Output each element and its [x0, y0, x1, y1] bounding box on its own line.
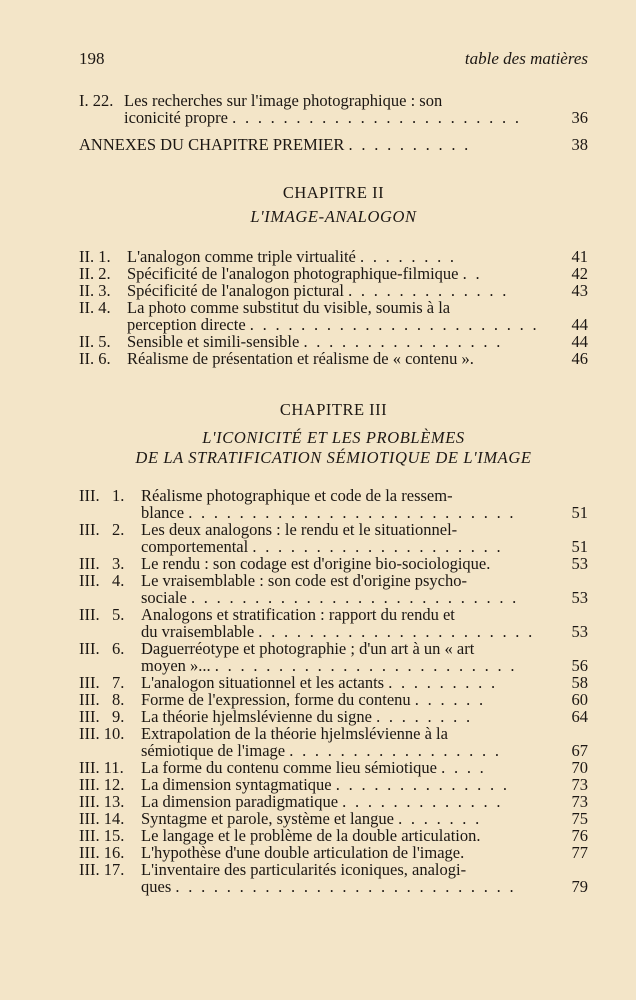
- dot-leader: . . . . . . . . . . . . . . . .: [303, 332, 503, 351]
- entry-title-line: [141, 606, 546, 623]
- page-ref: 67: [571, 741, 588, 760]
- page-ref: 53: [571, 622, 588, 641]
- page-ref: 73: [571, 775, 588, 794]
- chapter-2-subtitle: L'IMAGE-ANALOGON: [250, 207, 417, 226]
- entry-text: comportemental: [141, 537, 249, 556]
- entry-title-line: [141, 640, 546, 657]
- dot-leader: . . . . . . .: [398, 809, 482, 828]
- entry-text: La forme du contenu comme lieu sémiotique: [141, 758, 437, 777]
- entry-title-line: [127, 248, 546, 265]
- entry-text: L'analogon comme triple virtualité: [127, 247, 356, 266]
- entry-text: Le langage et le problème de la double articulation.: [141, 826, 481, 845]
- entry-title-line: [141, 708, 546, 725]
- dot-leader: . .: [462, 264, 482, 283]
- entry-text: Réalisme photographique et code de la ressem-: [141, 486, 453, 505]
- entry-title-line: [141, 844, 546, 861]
- entry-text: La dimension paradigmatique: [141, 792, 339, 811]
- entry-number: II. 3.: [79, 281, 111, 300]
- entry-text: Les deux analogons : le rendu et le situationnel-: [141, 520, 458, 539]
- page-ref: 44: [571, 332, 588, 351]
- entry-number: II. 6.: [79, 349, 111, 368]
- entry-number: III. 13.: [79, 792, 125, 811]
- entry-title-line: [141, 538, 546, 555]
- entry-title-line: [127, 333, 546, 350]
- entry-title-line: [127, 282, 546, 299]
- entry-number: III. 12.: [79, 775, 125, 794]
- entry-text: perception directe: [127, 315, 246, 334]
- dot-leader: . . . . . . . . . . . . . . . . .: [289, 741, 502, 760]
- page-ref: 38: [571, 135, 588, 154]
- entry-number: III. 11.: [79, 758, 124, 777]
- dot-leader: . . . . . . . . . . . . .: [348, 281, 509, 300]
- entry-text: La théorie hjelmslévienne du signe: [141, 707, 372, 726]
- toc-entry: [79, 827, 588, 844]
- entry-number: III. 10.: [79, 724, 125, 743]
- toc-entry: [79, 725, 588, 759]
- page-ref: 76: [571, 826, 588, 845]
- entry-title-line: [141, 810, 546, 827]
- page-ref: 51: [571, 537, 588, 556]
- entry-number: II. 1.: [79, 247, 111, 266]
- entry-number: II. 2.: [79, 264, 111, 283]
- toc-entry: [79, 691, 588, 708]
- toc-entry: [79, 759, 588, 776]
- page-ref: 53: [571, 588, 588, 607]
- entry-title-line: [127, 299, 546, 316]
- entry-title-line: [79, 136, 546, 153]
- entry-text: blance: [141, 503, 185, 522]
- page-ref: 73: [571, 792, 588, 811]
- page-number: 198: [79, 49, 105, 68]
- entry-title-line: [141, 572, 546, 589]
- chapter-3-subtitle-line: L'ICONICITÉ ET LES PROBLÈMES: [202, 428, 465, 447]
- page-ref: 53: [571, 554, 588, 573]
- entry-number: III. 16.: [79, 843, 125, 862]
- toc-entry: [79, 810, 588, 827]
- entry-text: ques: [141, 877, 172, 896]
- entry-title-line: [141, 555, 546, 572]
- entry-text: L'analogon situationnel et les actants: [141, 673, 385, 692]
- entry-number: III. 14.: [79, 809, 125, 828]
- dot-leader: . . . . . . . . . .: [348, 135, 471, 154]
- toc-entry: [79, 861, 588, 895]
- dot-leader: . . . . . . . . . . . . . . . . . . . . . . . . . . .: [175, 877, 516, 896]
- chapter-3-subtitle-line: DE LA STRATIFICATION SÉMIOTIQUE DE L'IMAGE: [135, 448, 532, 467]
- chapter-3-subtitle: [79, 428, 588, 468]
- dot-leader: . . . . . . . . . . . . . . . . . . . . . . . . . .: [188, 503, 516, 522]
- entry-text: Forme de l'expression, forme du contenu: [141, 690, 411, 709]
- toc-entry: [79, 92, 588, 126]
- entry-number: III. 2.: [79, 520, 125, 539]
- dot-leader: . . . . . . . . . . . . . . . . . . . . . . . . . .: [190, 588, 519, 607]
- toc-entry: [79, 136, 588, 153]
- entry-title-line: [141, 878, 546, 895]
- page-ref: 44: [571, 315, 588, 334]
- entry-text: du vraisemblable: [141, 622, 255, 641]
- entry-text: Spécificité de l'analogon pictural: [127, 281, 344, 300]
- page-ref: 60: [571, 690, 588, 709]
- toc-entry: [79, 350, 588, 367]
- entry-title-line: [141, 623, 546, 640]
- toc-entry: [79, 776, 588, 793]
- entry-text: Le vraisemblable : son code est d'origine psycho-: [141, 571, 468, 590]
- dot-leader: . . . . . . . . . . . . . . . . . . . . . . . .: [214, 656, 517, 675]
- chapter-3-title: CHAPITRE III: [279, 400, 388, 419]
- page-ref: 77: [571, 843, 588, 862]
- dot-leader: . . . . . . . .: [376, 707, 473, 726]
- entry-title-line: [141, 861, 546, 878]
- toc-entry: [79, 844, 588, 861]
- toc-entry: [79, 487, 588, 521]
- entry-number: I. 22.: [79, 91, 114, 110]
- entry-title-line: [141, 742, 546, 759]
- page-ref: 41: [571, 247, 588, 266]
- page-ref: 79: [571, 877, 588, 896]
- toc-top-section: [79, 92, 588, 153]
- toc-entry: [79, 708, 588, 725]
- toc-entry: [79, 640, 588, 674]
- entry-title-line: [127, 265, 546, 282]
- entry-text: sémiotique de l'image: [141, 741, 286, 760]
- entry-title-line: [141, 827, 546, 844]
- entry-title-line: [141, 725, 546, 742]
- page-ref: 70: [571, 758, 588, 777]
- entry-number: III. 5.: [79, 605, 125, 624]
- entry-number: III. 3.: [79, 554, 125, 573]
- page-ref: 56: [571, 656, 588, 675]
- toc-entry: [79, 333, 588, 350]
- entry-title-line: [141, 657, 546, 674]
- dot-leader: . . . . . . . . . . . . .: [342, 792, 503, 811]
- page-ref: 46: [571, 349, 588, 368]
- toc-chapter-3: [79, 487, 588, 895]
- entry-title-line: [127, 316, 546, 333]
- entry-title-line: [141, 589, 546, 606]
- toc-entry: [79, 555, 588, 572]
- entry-title-line: [127, 350, 546, 367]
- toc-entry: [79, 674, 588, 691]
- page-ref: 64: [571, 707, 588, 726]
- entry-text: Syntagme et parole, système et langue: [141, 809, 394, 828]
- page-ref: 75: [571, 809, 588, 828]
- entry-title-line: [141, 691, 546, 708]
- toc-chapter-2: [79, 248, 588, 367]
- entry-title-line: [141, 674, 546, 691]
- dot-leader: . . . . . . . . . . . . . . . . . . . . . .: [258, 622, 535, 641]
- dot-leader: . . . . . . . . . . . . . .: [335, 775, 510, 794]
- dot-leader: . . . . . . . . . . . . . . . . . . . . . . .: [249, 315, 539, 334]
- dot-leader: . . . . . . . .: [359, 247, 457, 266]
- page-ref: 51: [571, 503, 588, 522]
- entry-text: Le rendu : son codage est d'origine bio-sociologique.: [141, 554, 491, 573]
- entry-title-line: [124, 92, 546, 109]
- page-ref: 36: [571, 108, 588, 127]
- entry-text: moyen »...: [141, 656, 211, 675]
- toc-entry: [79, 572, 588, 606]
- dot-leader: . . . . . .: [414, 690, 486, 709]
- toc-entry: [79, 265, 588, 282]
- entry-title-line: [141, 759, 546, 776]
- toc-entry: [79, 606, 588, 640]
- running-title: table des matières: [464, 49, 588, 68]
- entry-text: La photo comme substitut du visible, soumis à la: [127, 298, 451, 317]
- entry-text: Spécificité de l'analogon photographique-filmique: [127, 264, 459, 283]
- entry-text: La dimension syntagmatique: [141, 775, 332, 794]
- entry-number: II. 4.: [79, 298, 111, 317]
- entry-title-line: [124, 109, 546, 126]
- entry-number: III. 8.: [79, 690, 125, 709]
- chapter-2-title: CHAPITRE II: [282, 183, 385, 202]
- dot-leader: . . . . . . . . . . . . . . . . . . . .: [252, 537, 503, 556]
- entry-number: III. 6.: [79, 639, 125, 658]
- entry-text: Daguerréotype et photographie ; d'un art à un « art: [141, 639, 475, 658]
- entry-title-line: [141, 776, 546, 793]
- entry-number: III. 1.: [79, 486, 125, 505]
- entry-text: Analogons et stratification : rapport du rendu et: [141, 605, 455, 624]
- dot-leader: . . . .: [441, 758, 487, 777]
- page-ref: 43: [571, 281, 588, 300]
- entry-number: III. 7.: [79, 673, 125, 692]
- entry-text: L'inventaire des particularités iconiques, analogi-: [141, 860, 467, 879]
- entry-text: sociale: [141, 588, 187, 607]
- entry-title-line: [141, 521, 546, 538]
- dot-leader: . . . . . . . . . . . . . . . . . . . . . . .: [232, 108, 522, 127]
- entry-text: Extrapolation de la théorie hjelmslévienne à la: [141, 724, 448, 743]
- entry-number: III. 9.: [79, 707, 125, 726]
- toc-entry: [79, 282, 588, 299]
- entry-number: III. 4.: [79, 571, 125, 590]
- entry-text: Sensible et simili-sensible: [127, 332, 300, 351]
- entry-number: III. 17.: [79, 860, 125, 879]
- entry-title-line: [141, 793, 546, 810]
- entry-number: II. 5.: [79, 332, 111, 351]
- entry-text: Les recherches sur l'image photographique : son: [124, 91, 443, 110]
- toc-entry: [79, 248, 588, 265]
- page-ref: 58: [571, 673, 588, 692]
- entry-text: Réalisme de présentation et réalisme de « contenu ».: [127, 349, 474, 368]
- toc-entry: [79, 521, 588, 555]
- entry-text: iconicité propre: [124, 108, 228, 127]
- toc-entry: [79, 299, 588, 333]
- dot-leader: . . . . . . . . .: [388, 673, 498, 692]
- entry-title-line: [141, 487, 546, 504]
- toc-entry: [79, 793, 588, 810]
- entry-text: ANNEXES DU CHAPITRE PREMIER: [79, 135, 345, 154]
- entry-title-line: [141, 504, 546, 521]
- entry-number: III. 15.: [79, 826, 125, 845]
- entry-text: L'hypothèse d'une double articulation de l'image.: [141, 843, 465, 862]
- page-ref: 42: [571, 264, 588, 283]
